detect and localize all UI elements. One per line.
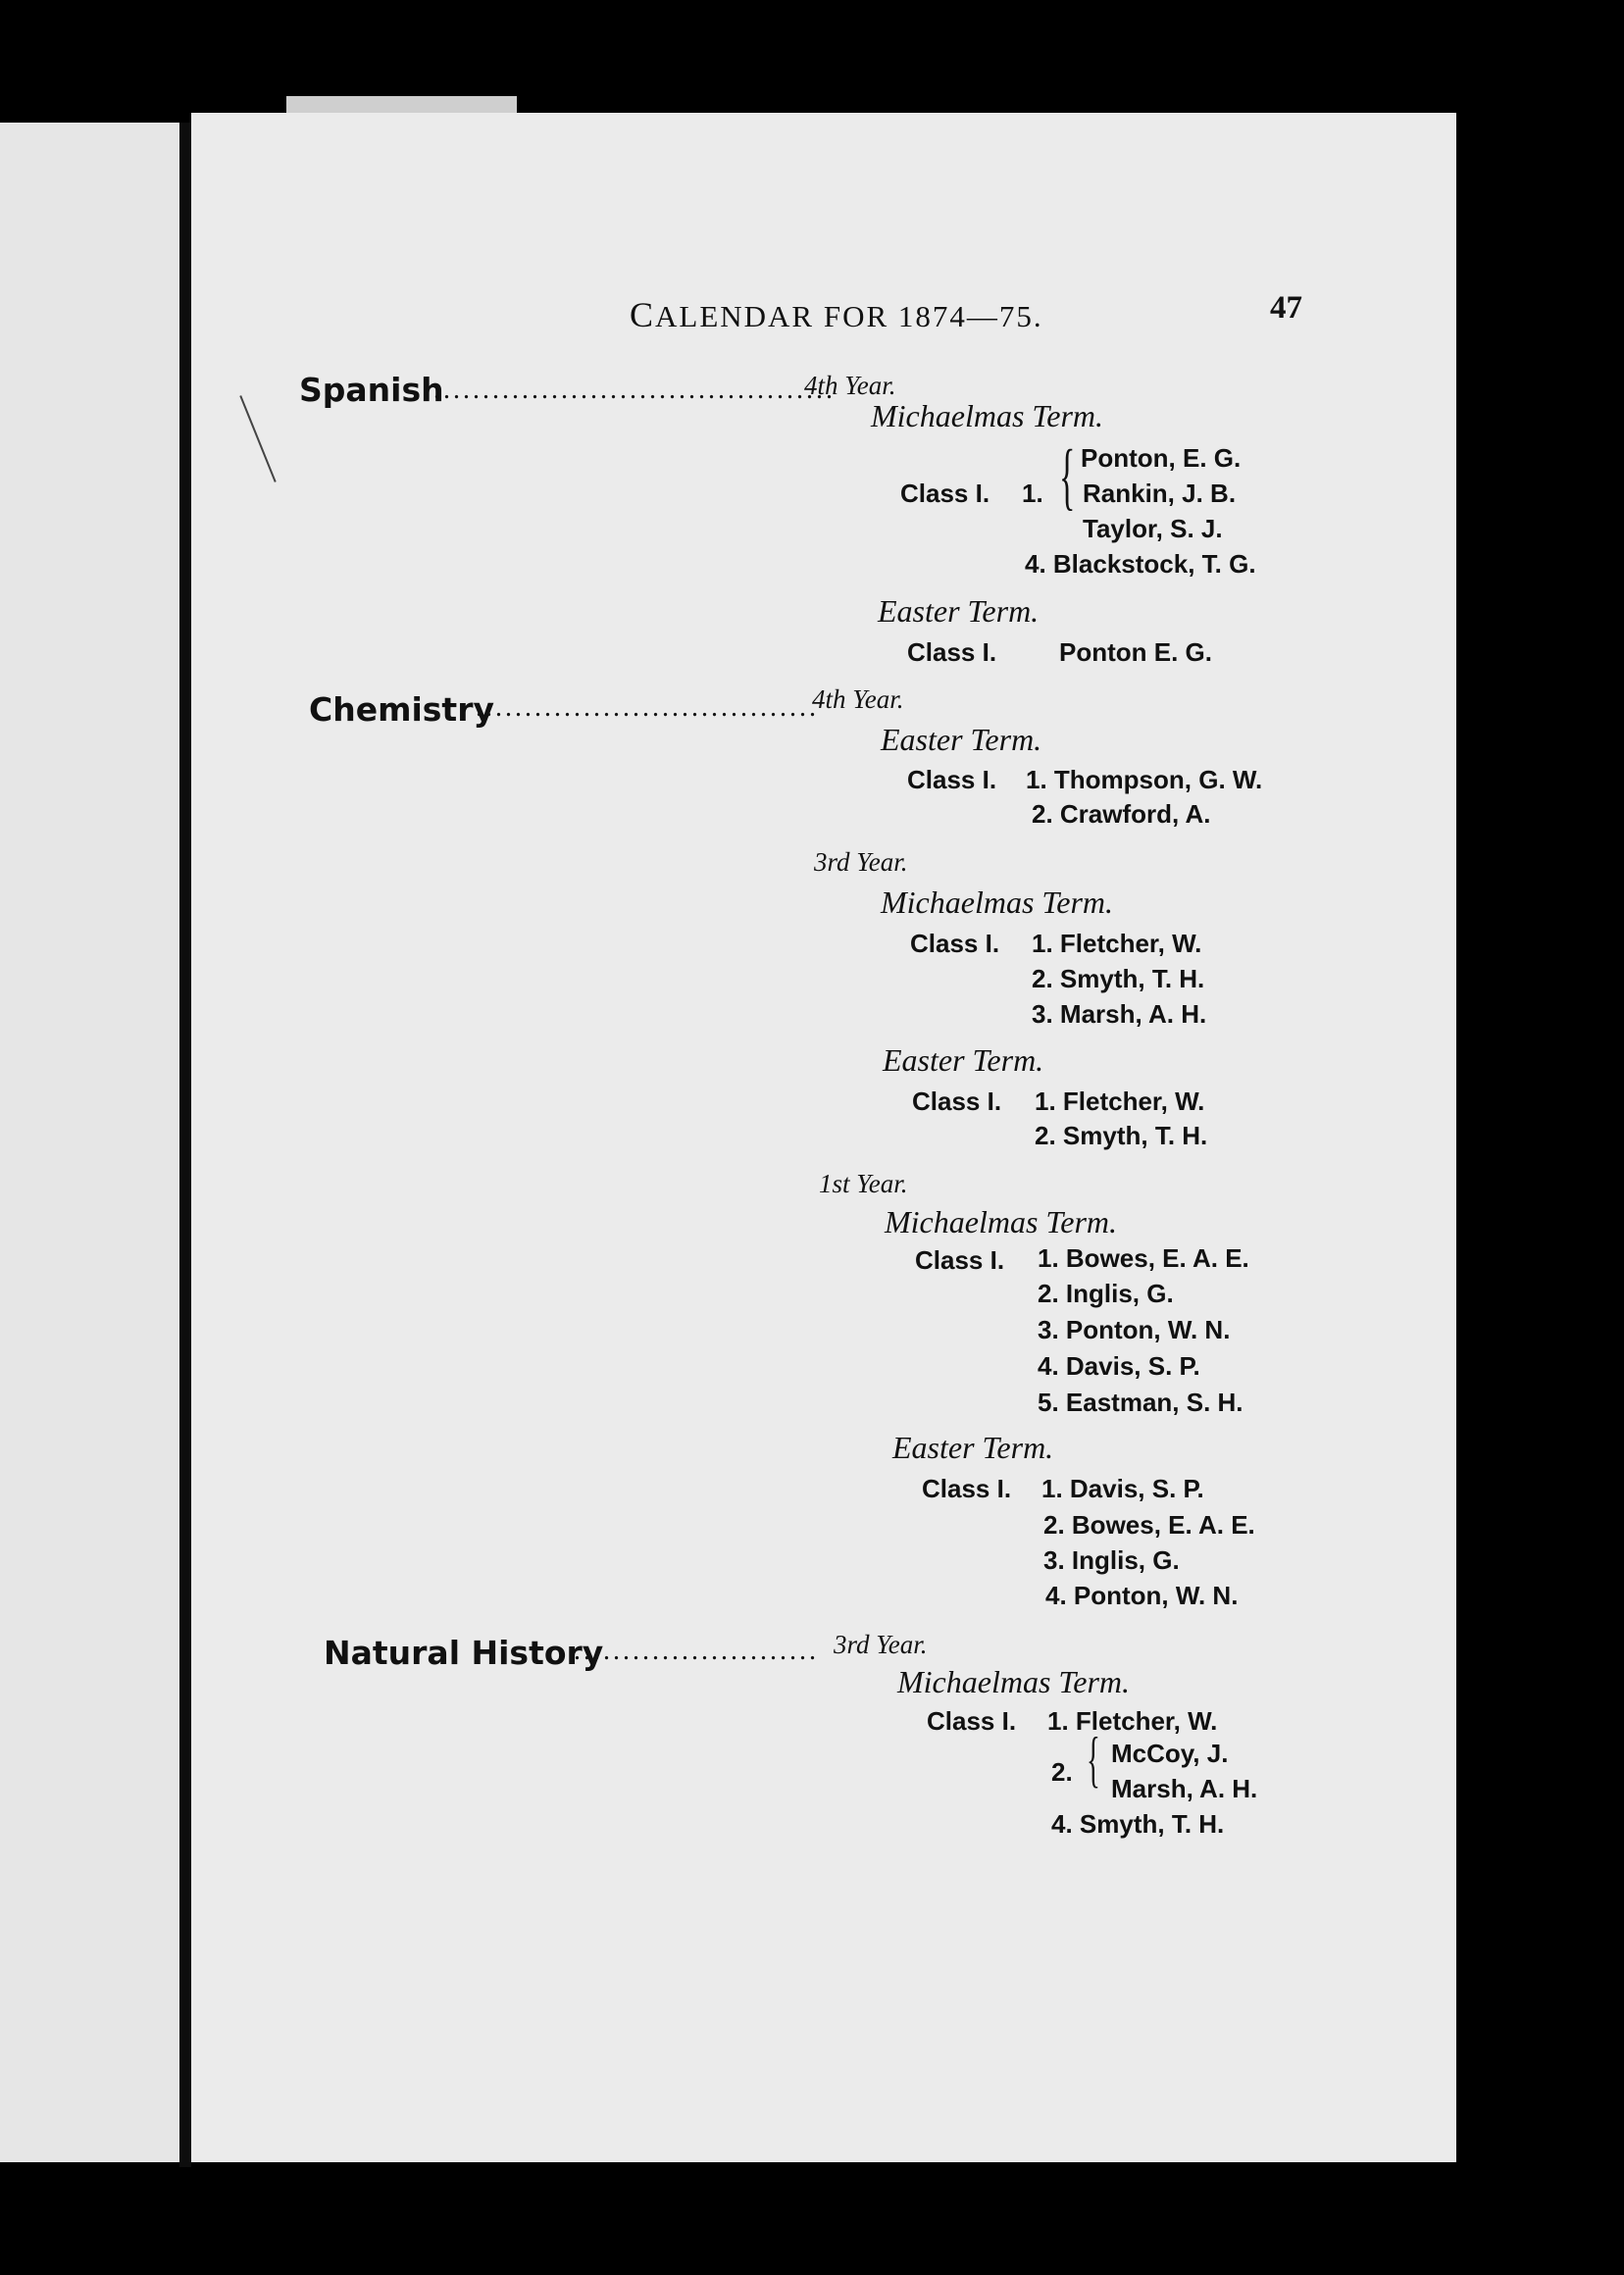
leader-dots: ......................................... [433,375,836,405]
class-label: Class I. [910,929,1000,958]
page-number: 47 [1270,290,1302,326]
list-item: 5. Eastman, S. H. [1038,1388,1243,1417]
list-item: 2. Smyth, T. H. [1035,1121,1208,1150]
term-heading: Easter Term. [881,722,1042,757]
subject-spanish: Spanish [299,371,444,409]
subject-chemistry: Chemistry [309,690,494,729]
list-item: 4. Blackstock, T. G. [1025,549,1256,579]
term-heading: Easter Term. [892,1430,1054,1465]
list-item: 2. Bowes, E. A. E. [1043,1510,1255,1540]
list-item: 4. Smyth, T. H. [1051,1809,1225,1839]
list-item: McCoy, J. [1111,1739,1229,1768]
list-item: 1. Thompson, G. W. [1026,765,1263,794]
list-item: Rankin, J. B. [1083,479,1237,508]
rank-label: 2. [1051,1757,1073,1787]
term-heading: Easter Term. [883,1042,1044,1078]
list-item: 3. Marsh, A. H. [1032,999,1207,1029]
class-label: Class I. [907,765,997,794]
list-item: 2. Crawford, A. [1032,799,1211,829]
running-header [630,294,1043,335]
class-label: Class I. [907,637,997,667]
list-item: 1. Fletcher, W. [1035,1087,1205,1116]
list-item: 2. Inglis, G. [1038,1279,1174,1308]
list-item: Marsh, A. H. [1111,1774,1258,1803]
leader-dots: ................................... [476,692,819,723]
book-page [191,113,1456,2162]
year-label: 1st Year. [819,1169,908,1198]
list-item: 3. Inglis, G. [1043,1545,1180,1575]
facing-page [0,123,186,2162]
class-label: Class I. [900,479,990,508]
brace: { [1059,435,1076,518]
rank-label: 1. [1022,479,1043,508]
book-gutter [179,123,191,2167]
list-item: 1. Fletcher, W. [1047,1706,1218,1736]
list-item: 1. Bowes, E. A. E. [1038,1243,1249,1273]
class-label: Class I. [927,1706,1017,1736]
leader-dots: ......................... [574,1636,819,1666]
list-item: Taylor, S. J. [1083,514,1223,543]
class-label: Class I. [922,1474,1012,1503]
term-heading: Michaelmas Term. [885,1204,1118,1239]
term-heading: Michaelmas Term. [897,1664,1131,1699]
year-label: 3rd Year. [834,1630,928,1659]
list-item: 4. Ponton, W. N. [1045,1581,1239,1610]
class-label: Class I. [915,1245,1005,1275]
list-item: Ponton, E. G. [1081,443,1242,473]
list-item: 4. Davis, S. P. [1038,1351,1200,1381]
year-label: 3rd Year. [814,847,908,877]
list-item: 1. Davis, S. P. [1041,1474,1204,1503]
term-heading: Easter Term. [878,593,1040,629]
header-title: ALENDAR FOR 1874—75. [655,299,1043,333]
year-label: 4th Year. [812,684,904,714]
list-item: 3. Ponton, W. N. [1038,1315,1231,1344]
header-initial: C [630,295,656,334]
brace: { [1087,1724,1100,1794]
list-item: 2. Smyth, T. H. [1032,964,1205,993]
term-heading: Michaelmas Term. [871,398,1104,433]
subject-natural-history: Natural History [324,1634,604,1672]
list-item: Ponton E. G. [1059,637,1212,667]
list-item: 1. Fletcher, W. [1032,929,1202,958]
year-label: 4th Year. [804,371,896,400]
term-heading: Michaelmas Term. [881,885,1114,920]
class-label: Class I. [912,1087,1002,1116]
